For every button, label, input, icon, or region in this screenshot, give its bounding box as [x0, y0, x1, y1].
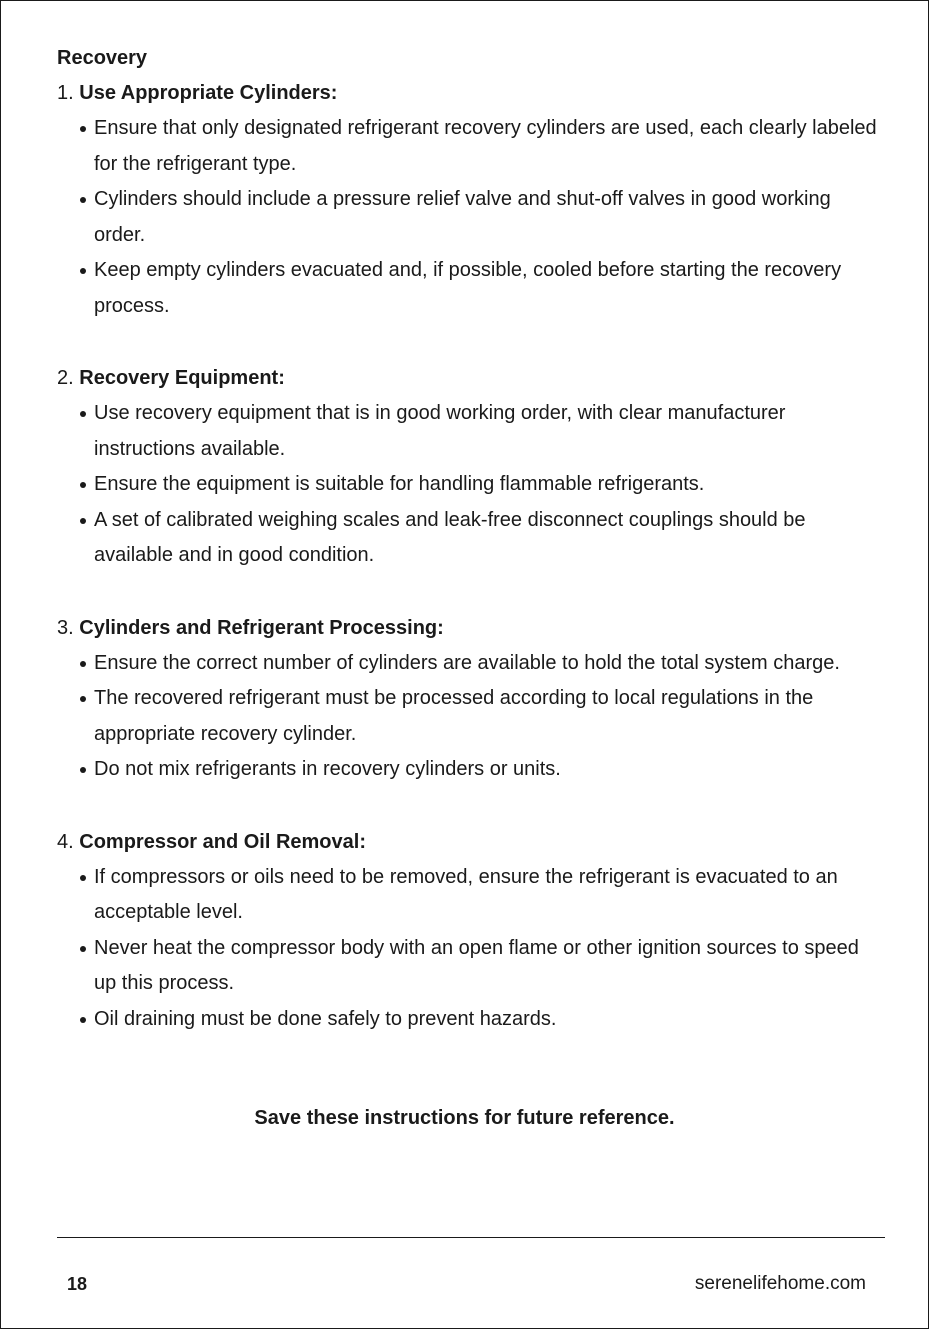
- bullet-list: [57, 860, 887, 1038]
- list-item-text: Oil draining must be done safely to prevent hazards.: [94, 1007, 557, 1030]
- section-title: [57, 75, 887, 111]
- footer-divider: [57, 1237, 885, 1238]
- section-title-text: Cylinders and Refrigerant Processing:: [79, 616, 444, 639]
- list-item: [79, 503, 887, 574]
- list-item: [79, 860, 887, 931]
- list-item: [79, 681, 887, 752]
- bullet-icon: [80, 518, 86, 524]
- bullet-icon: [80, 875, 86, 881]
- bullet-icon: [80, 268, 86, 274]
- list-item-text: If compressors or oils need to be removed, ensure the refrigerant is evacuated to an acceptable level.: [94, 865, 838, 923]
- list-item-text: Ensure that only designated refrigerant recovery cylinders are used, each clearly labeled for the refrigerant type.: [94, 117, 877, 175]
- bullet-icon: [80, 946, 86, 952]
- list-item: [79, 931, 887, 1002]
- list-item: [79, 111, 887, 182]
- section-compressor-oil-removal: [57, 824, 887, 1038]
- list-item-text: Keep empty cylinders evacuated and, if possible, cooled before starting the recovery process.: [94, 259, 842, 317]
- page-content: [57, 41, 887, 1037]
- section-title-text: Recovery Equipment:: [79, 367, 285, 389]
- list-item-text: A set of calibrated weighing scales and leak-free disconnect couplings should be available and in good condition.: [94, 508, 806, 566]
- section-number: 4.: [57, 830, 74, 853]
- list-item-text: Cylinders should include a pressure relief valve and shut-off valves in good working order.: [94, 188, 831, 246]
- section-number: 1.: [57, 82, 74, 104]
- list-item-text: Ensure the correct number of cylinders are available to hold the total system charge.: [94, 651, 840, 674]
- list-item-text: Never heat the compressor body with an open flame or other ignition sources to speed up this process.: [94, 936, 859, 994]
- bullet-icon: [80, 126, 86, 132]
- bullet-icon: [80, 197, 86, 203]
- page-heading: Recovery: [57, 47, 148, 69]
- section-use-appropriate-cylinders: [57, 75, 887, 324]
- list-item: [79, 752, 887, 788]
- page-number: 18: [67, 1274, 88, 1294]
- website-link: serenelifehome.com: [694, 1273, 866, 1294]
- list-item-text: The recovered refrigerant must be processed according to local regulations in the appropriate recovery cylinder.: [94, 687, 814, 745]
- bullet-list: [57, 111, 887, 324]
- section-title: [57, 824, 887, 860]
- bullet-list: [57, 646, 887, 788]
- section-recovery-equipment: [57, 360, 887, 574]
- section-title: [57, 610, 887, 646]
- list-item: [79, 396, 887, 467]
- list-item: [79, 253, 887, 324]
- list-item: [79, 182, 887, 253]
- section-cylinders-refrigerant-processing: [57, 610, 887, 788]
- list-item: [79, 646, 887, 682]
- list-item: [79, 467, 887, 503]
- bullet-icon: [80, 696, 86, 702]
- list-item-text: Do not mix refrigerants in recovery cylinders or units.: [94, 758, 561, 780]
- list-item-text: Use recovery equipment that is in good working order, with clear manufacturer instructions available.: [94, 402, 786, 460]
- bullet-icon: [80, 411, 86, 417]
- list-item: [79, 1002, 887, 1038]
- section-number: 3.: [57, 616, 74, 639]
- closing-note: Save these instructions for future reference.: [254, 1107, 675, 1129]
- bullet-icon: [80, 482, 86, 488]
- bullet-icon: [80, 661, 86, 667]
- section-title: [57, 360, 887, 396]
- section-number: 2.: [57, 367, 74, 389]
- bullet-icon: [80, 767, 86, 773]
- section-title-text: Compressor and Oil Removal:: [79, 830, 366, 853]
- list-item-text: Ensure the equipment is suitable for handling flammable refrigerants.: [94, 473, 705, 495]
- bullet-list: [57, 396, 887, 574]
- section-title-text: Use Appropriate Cylinders:: [79, 82, 338, 104]
- bullet-icon: [80, 1017, 86, 1023]
